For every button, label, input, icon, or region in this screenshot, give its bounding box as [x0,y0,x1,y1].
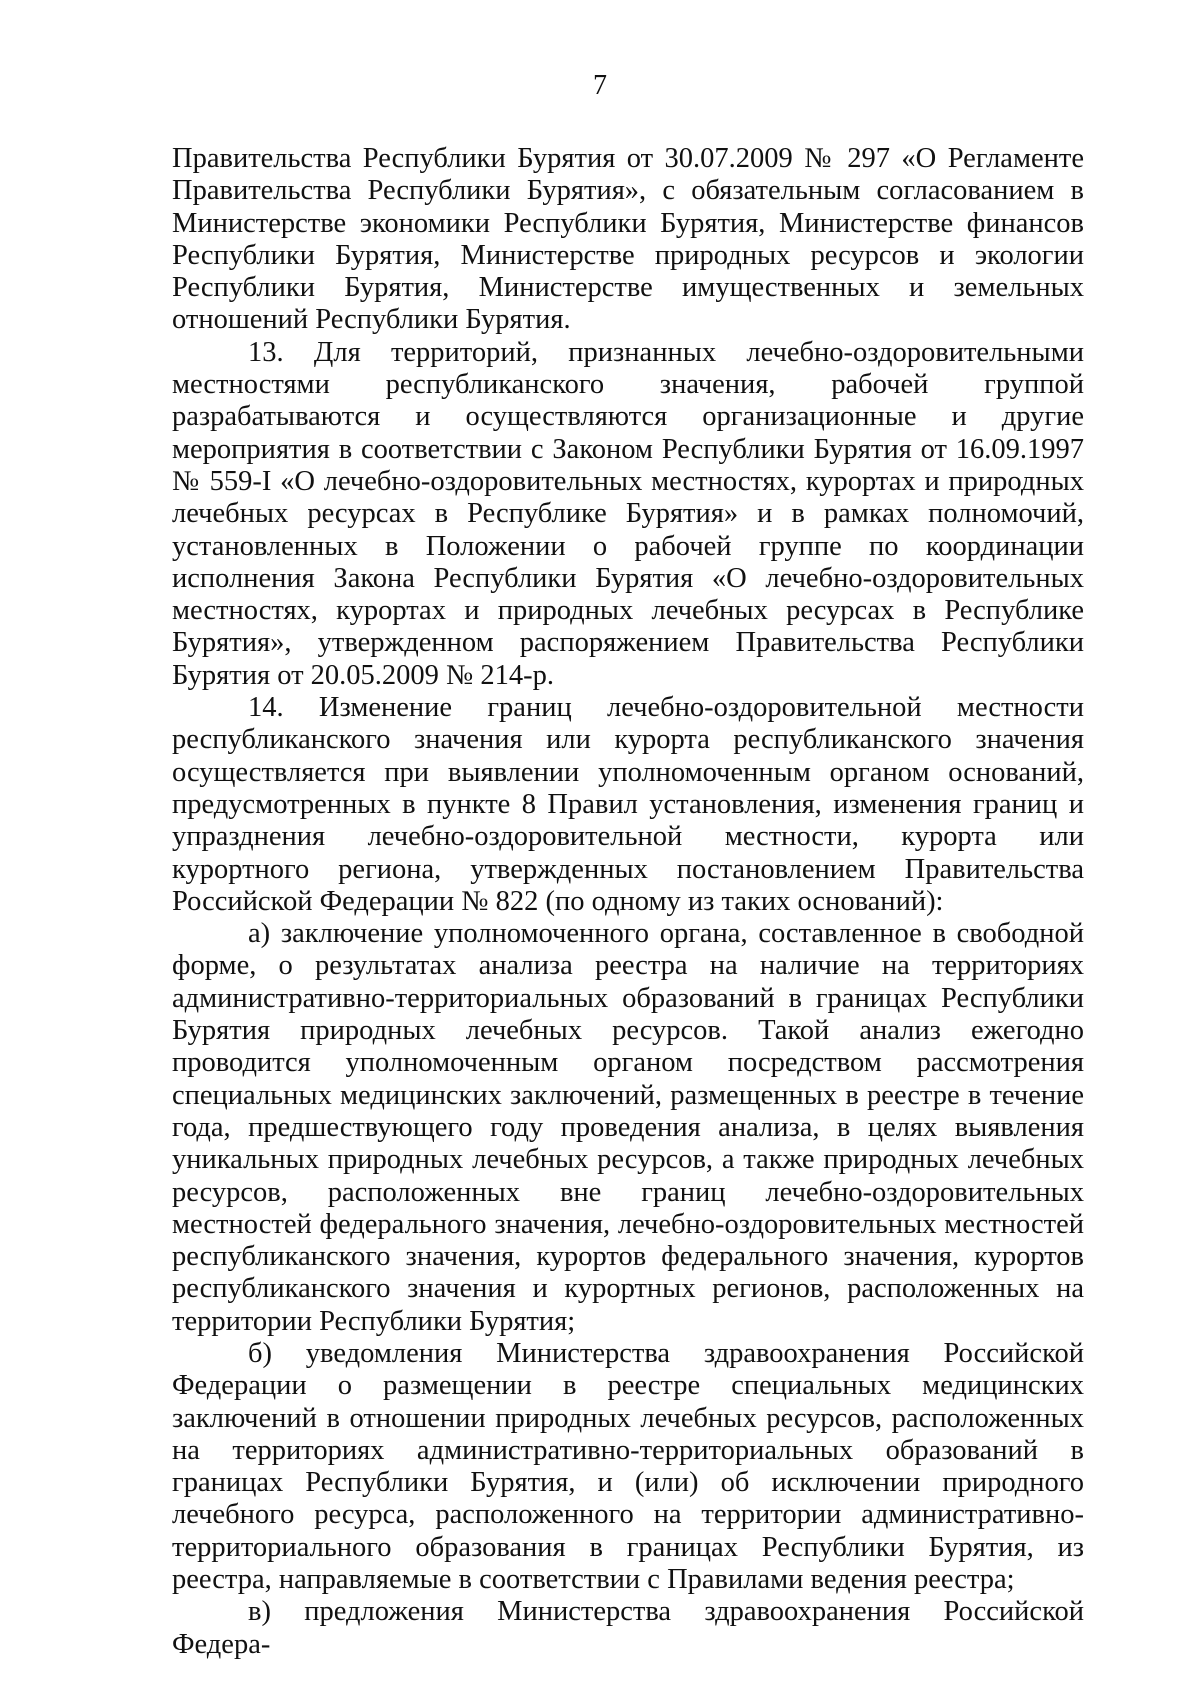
document-body [172,143,1084,1661]
paragraph-subitem-a: а) заключение уполномоченного органа, составленное в свободной форме, о результатах анализа реестра на наличие на территориях административно-территориальных образований в границах Республики Бурятия природных лечебных ресурсов. Такой анализ ежегодно проводится уполномоченным органом посредством рассмотрения специальных медицинских заключений, размещенных в реестре в течение года, предшествующего году проведения анализа, в целях выявления уникальных природных лечебных ресурсов, а также природных лечебных ресурсов, расположенных вне границ лечебно-оздоровительных местностей федерального значения, лечебно-оздоровительных местностей республиканского значения, курортов федерального значения, курортов республиканского значения и курортных регионов, расположенных на территории Республики Бурятия; [172,918,1084,1337]
page-number: 7 [593,70,607,101]
paragraph-subitem-b: б) уведомления Министерства здравоохранения Российской Федерации о размещении в реестре специальных медицинских заключений в отношении природных лечебных ресурсов, расположенных на территориях административно-территориальных образований в границах Республики Бурятия, и (или) об исключении природного лечебного ресурса, расположенного на территории административно-территориального образования в границах Республики Бурятия, из реестра, направляемые в соответствии с Правилами ведения реестра; [172,1337,1084,1596]
paragraph-item-14: 14. Изменение границ лечебно-оздоровительной местности республиканского значения или курорта республиканского значения осуществляется при выявлении уполномоченным органом оснований, предусмотренных в пункте 8 Правил установления, изменения границ и упразднения лечебно-оздоровительной местности, курорта или курортного региона, утвержденных постановлением Правительства Российской Федерации № 822 (по одному из таких оснований): [172,692,1084,917]
paragraph-continuation: Правительства Республики Бурятия от 30.07.2009 № 297 «О Регламенте Правительства Республики Бурятия», с обязательным согласованием в Министерстве экономики Республики Бурятия, Министерстве финансов Республики Бурятия, Министерстве природных ресурсов и экологии Республики Бурятия, Министерстве имущественных и земельных отношений Республики Бурятия. [172,143,1084,336]
paragraph-subitem-v: в) предложения Министерства здравоохранения Российской Федера- [172,1596,1084,1660]
paragraph-item-13: 13. Для территорий, признанных лечебно-оздоровительными местностями республиканского значения, рабочей группой разрабатываются и осуществляются организационные и другие мероприятия в соответствии с Законом Республики Бурятия от 16.09.1997 № 559-I «О лечебно-оздоровительных местностях, курортах и природных лечебных ресурсах в Республике Бурятия» и в рамках полномочий, установленных в Положении о рабочей группе по координации исполнения Закона Республики Бурятия «О лечебно-оздоровительных местностях, курортах и природных лечебных ресурсах в Республике Бурятия», утвержденном распоряжением Правительства Республики Бурятия от 20.05.2009 № 214-р. [172,336,1084,691]
